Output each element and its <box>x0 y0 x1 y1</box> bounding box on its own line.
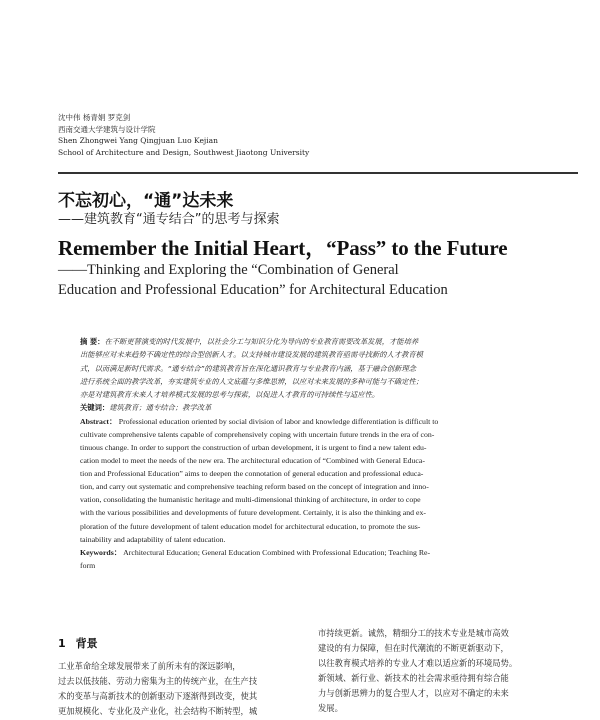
abstract-en-line: tainability and adaptability of talent education. <box>80 534 226 544</box>
keywords-en-line: form <box>80 560 96 570</box>
abstract-en-line: vation, consolidating the humanistic heritage and multi-dimensional thinking of architecture, in order to cope <box>80 495 421 505</box>
abstract-en <box>80 415 560 572</box>
author-affiliation-cn: 西南交通大学建筑与设计学院 <box>58 124 156 134</box>
body-line: 建设的有力保障，但在时代潮流的不断更新驱动下， <box>318 643 509 653</box>
body-line: 更加规模化、专业化及产业化，社会结构不断转型，城 <box>58 706 258 716</box>
abstract-cn-line: 式，以而满足新时代需求。“通专结合”的建筑教育旨在深化通识教育与专业教育内涵，基于融合创新理念 <box>80 363 416 373</box>
author-block <box>58 112 578 158</box>
author-names-en: Shen Zhongwei Yang Qingjuan Luo Kejian <box>58 136 218 146</box>
body-line: 工业革命给全球发展带来了前所未有的深远影响， <box>58 661 241 671</box>
abstract-en-line: tion and Professional Education” aims to deepen the connotation of general education and professional educa- <box>80 469 424 479</box>
abstract-en-label: Abstract： <box>80 416 117 426</box>
section-title: 背景 <box>75 637 98 650</box>
author-names-cn: 沈中伟 杨青娟 罗克剑 <box>58 113 131 122</box>
subtitle-en <box>58 260 578 300</box>
abstract-cn-line: 亦是对建筑教育未来人才培养模式发展的思考与探索，以促进人才教育的可持续性与适应性。 <box>80 390 380 400</box>
section-heading <box>58 635 298 651</box>
abstract-en-line: with the various possibilities and developments of future development. Certainly, it is also the thinking and ex- <box>80 508 426 518</box>
abstract-cn-line: 出能够应对未来趋势不确定性的综合型创新人才。以支持城市建设发展的建筑教育亟需寻找新的人才教育模 <box>80 350 423 360</box>
section-number: 1 <box>58 637 66 650</box>
body-line: 以往教育模式培养的专业人才难以适应新的环境局势。 <box>318 658 518 668</box>
title-en: Remember the Initial Heart，“Pass” to the Future <box>58 236 508 260</box>
abstract-en-line: tion, and carry out systematic and comprehensive teaching reform based on the concept of integration and inno- <box>80 482 429 492</box>
keywords-en <box>80 546 560 559</box>
keywords-en-text: Architectural Education; General Education Combined with Professional Education; Teaching Re- <box>123 547 431 557</box>
body-line: 市持续更新。诚然，精细分工的技术专业是城市高效 <box>318 628 509 638</box>
subtitle-cn: ——建筑教育“通专结合”的思考与探索 <box>58 212 280 227</box>
body-column-right <box>318 626 578 716</box>
abstract-en-line: ploration of the future development of talent education model for architectural education, to promote the sus- <box>80 521 421 531</box>
abstract-cn <box>80 335 560 415</box>
body-line: 发展。 <box>318 703 343 713</box>
keywords-en-label: Keywords： <box>80 547 122 557</box>
keywords-cn-label: 关键词： <box>80 403 110 413</box>
abstract-block <box>80 335 560 572</box>
header-rule <box>58 172 578 174</box>
body-text-left <box>58 659 298 719</box>
body-line: 过去以低技能、劳动力密集为主的传统产业，在生产技 <box>58 676 258 686</box>
abstract-cn-label: 摘 要： <box>80 337 105 346</box>
keywords-cn <box>80 401 560 414</box>
abstract-en-line: tinuous change. In order to support the construction of urban development, it is urgent to find a new talent edu- <box>80 442 427 452</box>
body-line: 术的变革与高新技术的创新驱动下逐渐得到改变，使其 <box>58 691 258 701</box>
abstract-en-line: cation model to meet the needs of the new era. The architectural education of “Combined with General Educa- <box>80 456 425 466</box>
body-line: 新领域、新行业、新技术的社会需求亟待拥有综合能 <box>318 673 509 683</box>
body-line: 力与创新思辨力的复合型人才，以应对不确定的未来 <box>318 688 509 698</box>
abstract-cn-line: 进行系统全面的教学改革，夯实建筑专业的人文底蕴与多维思辨，以应对未来发展的多种可能与不确定性； <box>80 376 423 386</box>
abstract-en-text: Professional education oriented by social division of labor and knowledge differentiation is difficult to <box>118 416 439 426</box>
abstract-en-line <box>80 415 560 428</box>
title-cn: 不忘初心，“通”达未来 <box>58 191 234 211</box>
subtitle-en-line: ——Thinking and Exploring the “Combination of General <box>58 262 399 278</box>
abstract-cn-line <box>80 335 560 348</box>
keywords-cn-text: 建筑教育；通专结合；教学改革 <box>109 403 212 413</box>
author-affiliation-en: School of Architecture and Design, Southwest Jiaotong University <box>58 147 310 157</box>
body-column-left <box>58 635 298 719</box>
abstract-en-line: cultivate comprehensive talents capable of comprehensively coping with uncertain future trends in the era of con- <box>80 429 435 439</box>
abstract-cn-text: 在不断更替演变的时代发展中，以社会分工与知识分化为导向的专业教育需要改革发展，才能培养 <box>104 337 419 346</box>
subtitle-en-line: Education and Professional Education” for Architectural Education <box>58 282 448 298</box>
